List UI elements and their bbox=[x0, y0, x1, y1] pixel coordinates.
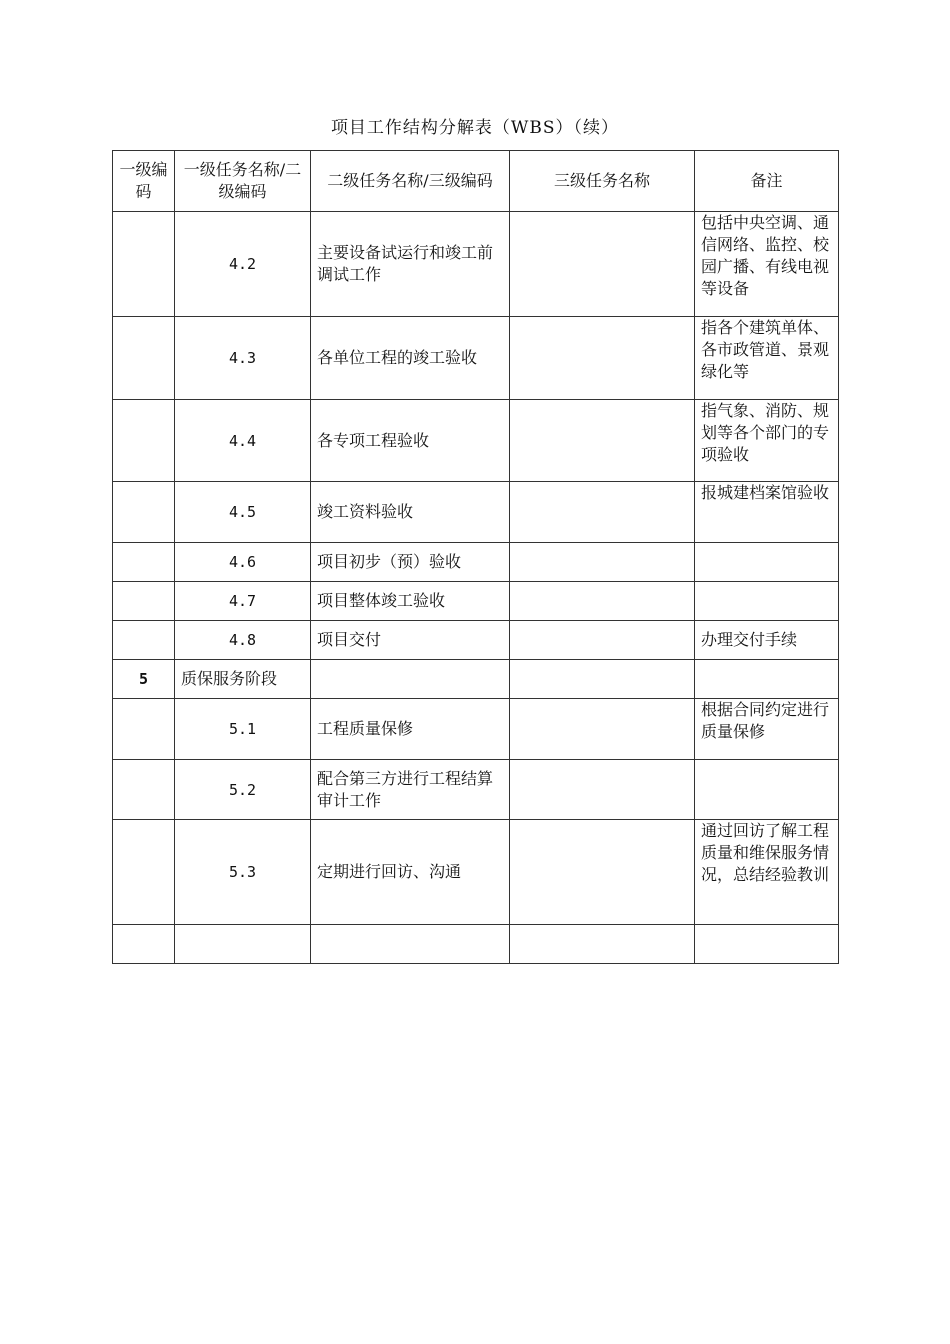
cell-level3-name bbox=[510, 621, 695, 660]
table-row bbox=[113, 582, 839, 621]
cell-level1-code bbox=[113, 760, 175, 820]
cell-level1-code bbox=[113, 212, 175, 317]
cell-level2-code: 4.8 bbox=[175, 621, 311, 660]
wbs-table bbox=[112, 150, 839, 964]
cell-level2-name: 配合第三方进行工程结算审计工作 bbox=[311, 760, 510, 820]
cell-level2-name: 各单位工程的竣工验收 bbox=[311, 317, 510, 400]
cell-level3-name bbox=[510, 820, 695, 925]
cell-remarks: 包括中央空调、通信网络、监控、校园广播、有线电视等设备 bbox=[695, 212, 839, 317]
cell-remarks bbox=[695, 660, 839, 699]
cell-remarks bbox=[695, 582, 839, 621]
cell-level2-code: 4.6 bbox=[175, 543, 311, 582]
cell-level2-code: 5.3 bbox=[175, 820, 311, 925]
table-row bbox=[113, 400, 839, 482]
table-header-row bbox=[113, 151, 839, 212]
cell-level2-code: 5.2 bbox=[175, 760, 311, 820]
header-level1-name-level2-code: 一级任务名称/二级编码 bbox=[175, 151, 311, 212]
table-row bbox=[113, 699, 839, 760]
cell-level3-name bbox=[510, 317, 695, 400]
cell-level2-name: 竣工资料验收 bbox=[311, 482, 510, 543]
cell-remarks: 办理交付手续 bbox=[695, 621, 839, 660]
cell-level1-code bbox=[113, 621, 175, 660]
cell-level1-code bbox=[113, 400, 175, 482]
cell-level2-name: 项目初步（预）验收 bbox=[311, 543, 510, 582]
cell-level1-code bbox=[113, 925, 175, 964]
cell-level3-name bbox=[510, 582, 695, 621]
cell-level2-name bbox=[311, 660, 510, 699]
cell-level2-code: 4.3 bbox=[175, 317, 311, 400]
table-row bbox=[113, 660, 839, 699]
cell-level1-code bbox=[113, 699, 175, 760]
table-row bbox=[113, 621, 839, 660]
cell-level2-code: 4.5 bbox=[175, 482, 311, 543]
table-row bbox=[113, 925, 839, 964]
cell-level3-name bbox=[510, 925, 695, 964]
cell-level1-name: 质保服务阶段 bbox=[175, 660, 311, 699]
cell-level2-name: 定期进行回访、沟通 bbox=[311, 820, 510, 925]
table-row bbox=[113, 317, 839, 400]
cell-remarks: 指气象、消防、规划等各个部门的专项验收 bbox=[695, 400, 839, 482]
cell-remarks bbox=[695, 760, 839, 820]
cell-level2-name: 项目交付 bbox=[311, 621, 510, 660]
cell-remarks: 指各个建筑单体、各市政管道、景观绿化等 bbox=[695, 317, 839, 400]
cell-level2-name: 工程质量保修 bbox=[311, 699, 510, 760]
cell-level3-name bbox=[510, 543, 695, 582]
table-row bbox=[113, 760, 839, 820]
cell-level2-name: 项目整体竣工验收 bbox=[311, 582, 510, 621]
cell-level2-code: 4.7 bbox=[175, 582, 311, 621]
table-row bbox=[113, 543, 839, 582]
cell-level2-name: 各专项工程验收 bbox=[311, 400, 510, 482]
cell-level2-name: 主要设备试运行和竣工前调试工作 bbox=[311, 212, 510, 317]
cell-level1-code bbox=[113, 582, 175, 621]
cell-level3-name bbox=[510, 760, 695, 820]
cell-remarks: 通过回访了解工程质量和维保服务情况，总结经验教训 bbox=[695, 820, 839, 925]
cell-level2-name bbox=[311, 925, 510, 964]
cell-level3-name bbox=[510, 699, 695, 760]
cell-level1-code bbox=[113, 482, 175, 543]
cell-level2-code: 5.1 bbox=[175, 699, 311, 760]
cell-level1-code bbox=[113, 820, 175, 925]
cell-level1-code bbox=[113, 543, 175, 582]
table-row bbox=[113, 820, 839, 925]
cell-level2-code bbox=[175, 925, 311, 964]
header-level1-code: 一级编码 bbox=[113, 151, 175, 212]
cell-level3-name bbox=[510, 212, 695, 317]
cell-remarks: 根据合同约定进行质量保修 bbox=[695, 699, 839, 760]
table-row bbox=[113, 212, 839, 317]
cell-level3-name bbox=[510, 400, 695, 482]
header-level2-name-level3-code: 二级任务名称/三级编码 bbox=[311, 151, 510, 212]
cell-level1-code bbox=[113, 317, 175, 400]
header-level3-name: 三级任务名称 bbox=[510, 151, 695, 212]
cell-level2-code: 4.4 bbox=[175, 400, 311, 482]
cell-level3-name bbox=[510, 660, 695, 699]
cell-remarks bbox=[695, 543, 839, 582]
cell-level2-code: 4.2 bbox=[175, 212, 311, 317]
cell-remarks bbox=[695, 925, 839, 964]
cell-remarks: 报城建档案馆验收 bbox=[695, 482, 839, 543]
cell-level1-code: 5 bbox=[113, 660, 175, 699]
header-remarks: 备注 bbox=[695, 151, 839, 212]
cell-level3-name bbox=[510, 482, 695, 543]
table-row bbox=[113, 482, 839, 543]
page-title: 项目工作结构分解表（WBS）（续） bbox=[330, 118, 620, 138]
